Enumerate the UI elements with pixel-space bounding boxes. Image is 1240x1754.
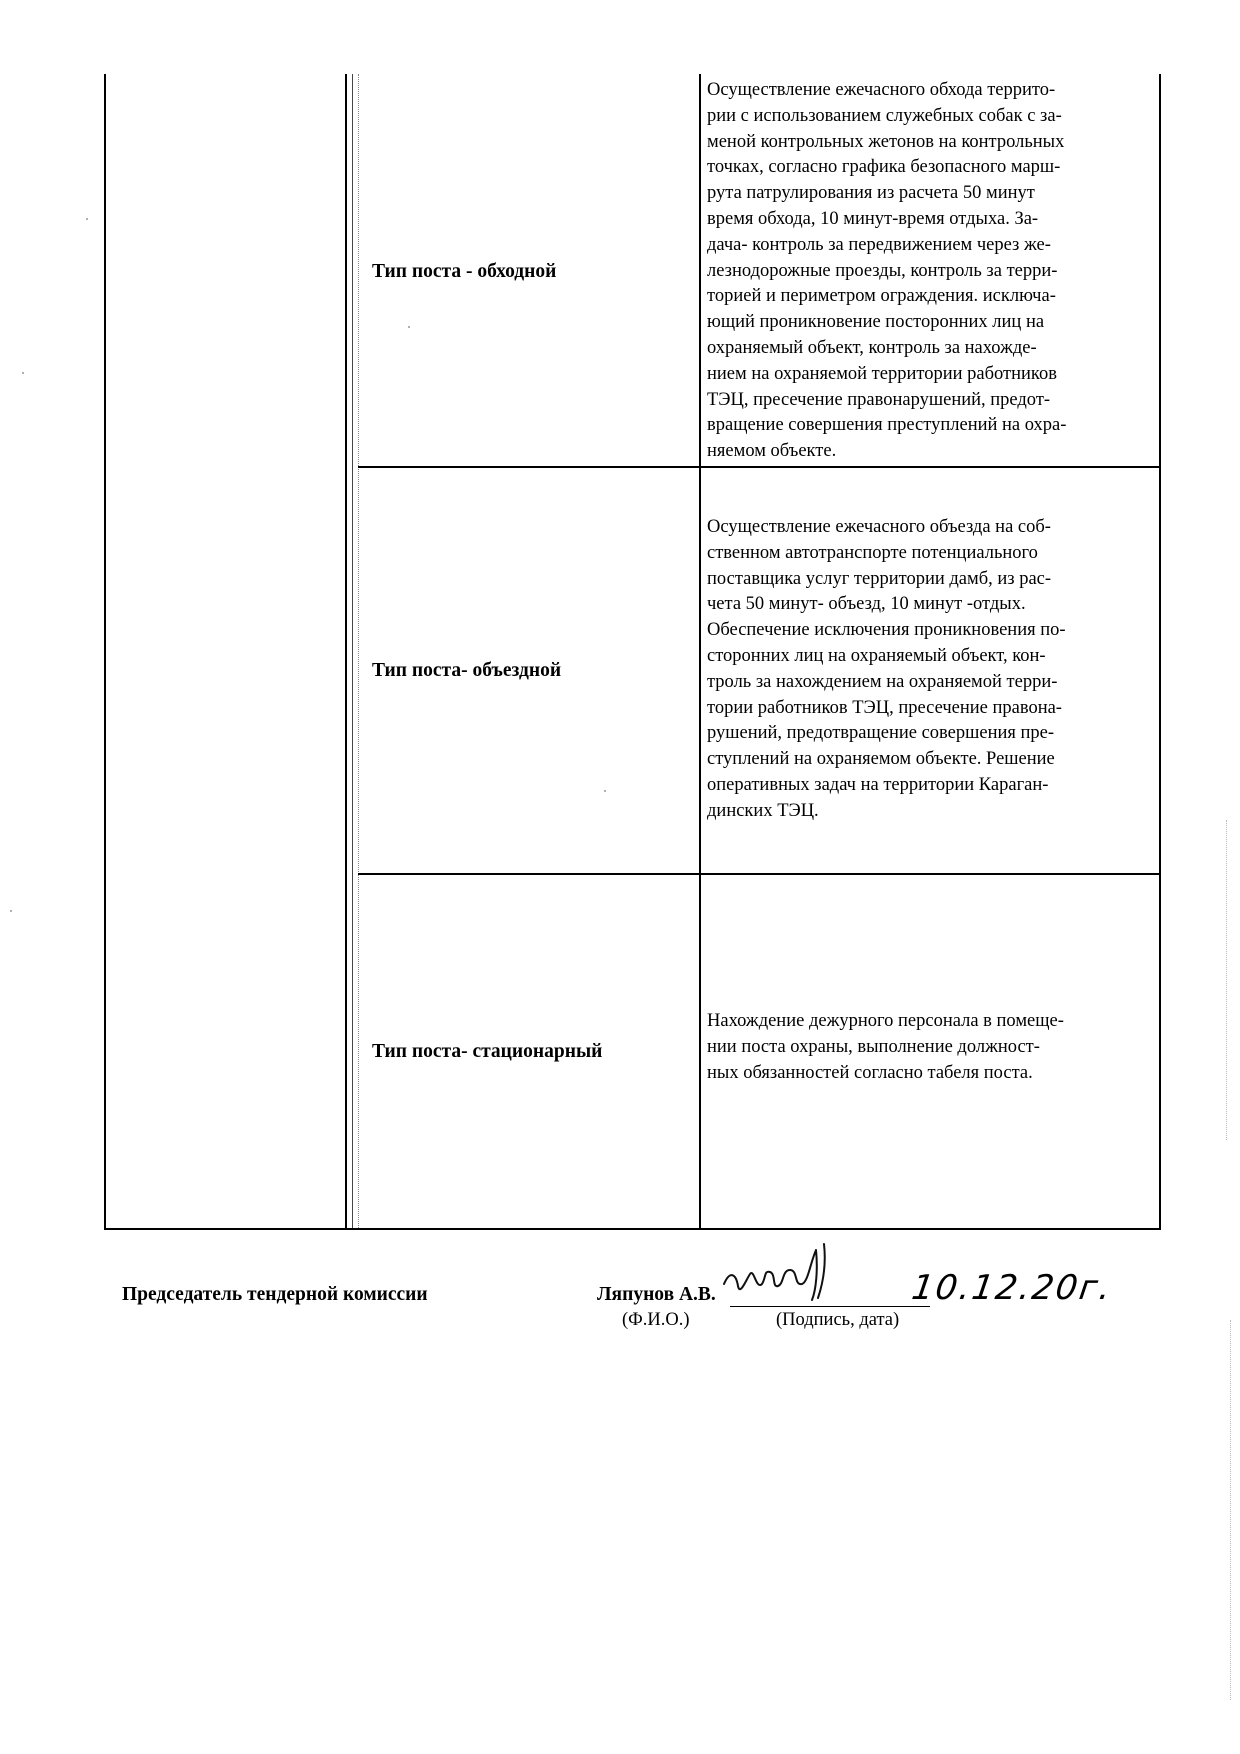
description-line: ных обязанностей согласно табеля поста. — [707, 1062, 1033, 1083]
description-line: оперативных задач на территории Караган- — [707, 774, 1049, 795]
description-line: ющий проникновение посторонних лиц на — [707, 312, 1045, 333]
table-col-divider-1a — [345, 74, 347, 1230]
description-line: чета 50 минут- объезд, 10 минут -отдых. — [707, 594, 1026, 615]
table-left-border — [104, 74, 106, 1230]
description-line: Нахождение дежурного персонала в помеще- — [707, 1011, 1064, 1031]
description-line: торией и периметром ограждения. исключа- — [707, 286, 1056, 307]
post-type-label: Тип поста- стационарный — [372, 1041, 603, 1062]
scan-speck — [604, 790, 606, 792]
fio-caption: (Ф.И.О.) — [622, 1310, 690, 1330]
description-line: рии с использованием служебных собак с за- — [707, 105, 1062, 126]
description-line: нии поста охраны, выполнение должност- — [707, 1036, 1040, 1057]
description-line: ТЭЦ, пресечение правонарушений, предот- — [707, 389, 1051, 410]
post-type-label: Тип поста- объездной — [372, 660, 562, 681]
description-line: Осуществление ежечасного объезда на соб- — [707, 517, 1051, 537]
post-type-label: Тип поста - обходной — [372, 261, 557, 282]
scan-speck — [86, 218, 88, 220]
description-line: динских ТЭЦ. — [707, 800, 819, 821]
table-col-divider-2 — [699, 74, 701, 1230]
description-line: рута патрулирования из расчета 50 минут — [707, 183, 1035, 204]
description-line: троль за нахождением на охраняемой терри- — [707, 671, 1058, 692]
description-line: дача- контроль за передвижением через же- — [707, 234, 1051, 255]
description-line: Обеспечение исключения проникновения по- — [707, 620, 1066, 641]
handwritten-signature — [720, 1240, 900, 1310]
description-line: тории работников ТЭЦ, пресечение правона- — [707, 697, 1062, 718]
description-line: охраняемый объект, контроль за нахожде- — [707, 337, 1037, 358]
description-line: лезнодорожные проезды, контроль за терри- — [707, 260, 1058, 281]
description-line: Осуществление ежечасного обхода террито- — [707, 80, 1056, 100]
chairman-name: Ляпунов А.В. — [597, 1284, 716, 1305]
scan-edge-mark — [1226, 820, 1227, 1140]
description-line: ственном автотранспорте потенциального — [707, 542, 1038, 563]
description-line: ступлений на охраняемом объекте. Решение — [707, 749, 1055, 770]
post-type-description — [707, 515, 1147, 825]
signature-date-caption: (Подпись, дата) — [776, 1310, 900, 1330]
description-line: рушений, предотвращение совершения пре- — [707, 723, 1055, 744]
post-type-description — [707, 1009, 1147, 1086]
description-line: меной контрольных жетонов на контрольных — [707, 131, 1065, 152]
table-right-border — [1159, 74, 1161, 1230]
scan-speck — [22, 372, 24, 374]
row-divider-2 — [358, 873, 1161, 875]
scan-speck — [10, 910, 12, 912]
table-col-divider-dotted — [358, 74, 359, 1230]
post-type-description — [707, 78, 1147, 465]
description-line: нием на охраняемой территории работников — [707, 363, 1057, 384]
table-bottom-border — [104, 1228, 1161, 1230]
description-line: сторонних лиц на охраняемый объект, кон- — [707, 645, 1046, 666]
row-divider-1 — [358, 466, 1161, 468]
commission-chairman-title: Председатель тендерной комиссии — [122, 1284, 428, 1305]
scan-edge-mark — [1230, 1320, 1231, 1700]
description-line: няемом объекте. — [707, 441, 837, 462]
table-col-divider-1b — [352, 74, 353, 1230]
scan-speck — [408, 326, 410, 328]
description-line: поставщика услуг территории дамб, из рас- — [707, 568, 1052, 589]
description-line: вращение совершения преступлений на охра- — [707, 415, 1067, 436]
handwritten-date: 10.12.20г. — [909, 1268, 1115, 1308]
description-line: точках, согласно графика безопасного марш- — [707, 157, 1061, 178]
description-line: время обхода, 10 минут-время отдыха. За- — [707, 208, 1039, 229]
